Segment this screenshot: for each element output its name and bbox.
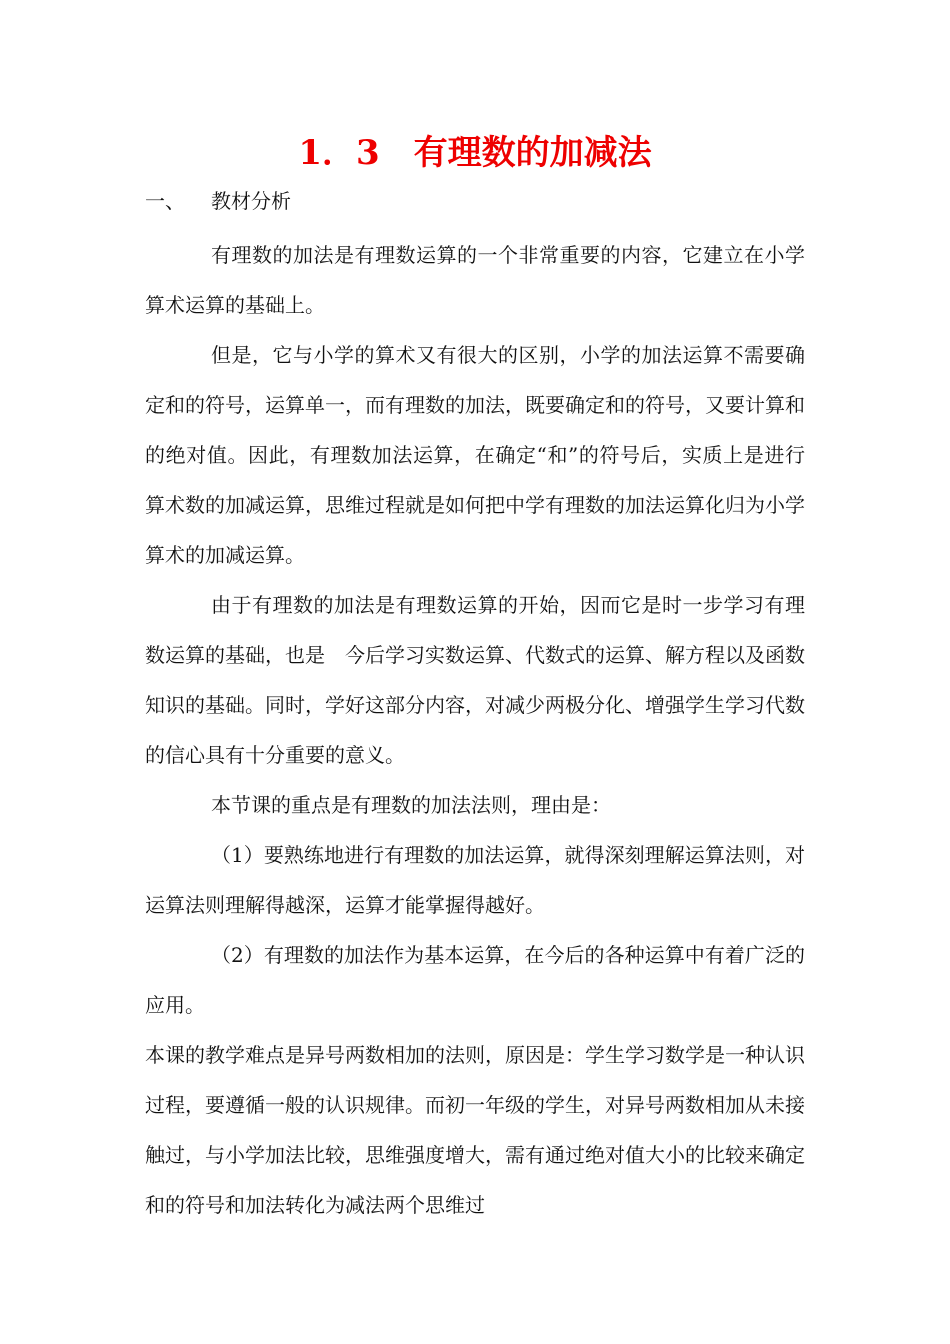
paragraph-7: 本课的教学难点是异号两数相加的法则，原因是：学生学习数学是一种认识过程，要遵循一般的认识规律。而初一年级的学生，对异号两数相加从未接触过，与小学加法比较，思维强度增大，需有通过绝对值大小的比较来确定和的符号和加法转化为减法两个思维过 [145, 1043, 805, 1217]
paragraph-4: 本节课的重点是有理数的加法法则，理由是： [211, 793, 611, 817]
paragraph-2: 但是，它与小学的算术又有很大的区别，小学的加法运算不需要确定和的符号，运算单一，而有理数的加法，既要确定和的符号，又要计算和的绝对值。因此，有理数加法运算，在确定“和”的符号后，实质上是进行算术数的加减运算，思维过程就是如何把中学有理数的加法运算化归为小学算术的加减运算。 [145, 343, 805, 567]
paragraph-5: （1）要熟练地进行有理数的加法运算，就得深刻理解运算法则，对运算法则理解得越深，运算才能掌握得越好。 [145, 843, 805, 917]
paragraph-3: 由于有理数的加法是有理数运算的开始，因而它是时一步学习有理数运算的基础，也是 今后学习实数运算、代数式的运算、解方程以及函数知识的基础。同时，学好这部分内容，对减少两极分化、增强学生学习代数的信心具有十分重要的意义。 [145, 593, 805, 767]
section-title: 教材分析 [211, 189, 291, 213]
paragraph-6: （2）有理数的加法作为基本运算，在今后的各种运算中有着广泛的应用。 [145, 943, 805, 1017]
document-body [145, 230, 805, 1230]
section-heading [145, 186, 291, 216]
paragraph-1: 有理数的加法是有理数运算的一个非常重要的内容，它建立在小学算术运算的基础上。 [145, 243, 805, 317]
document-title: 1．3 有理数的加减法 [298, 133, 652, 173]
section-number: 一、 [145, 189, 185, 213]
